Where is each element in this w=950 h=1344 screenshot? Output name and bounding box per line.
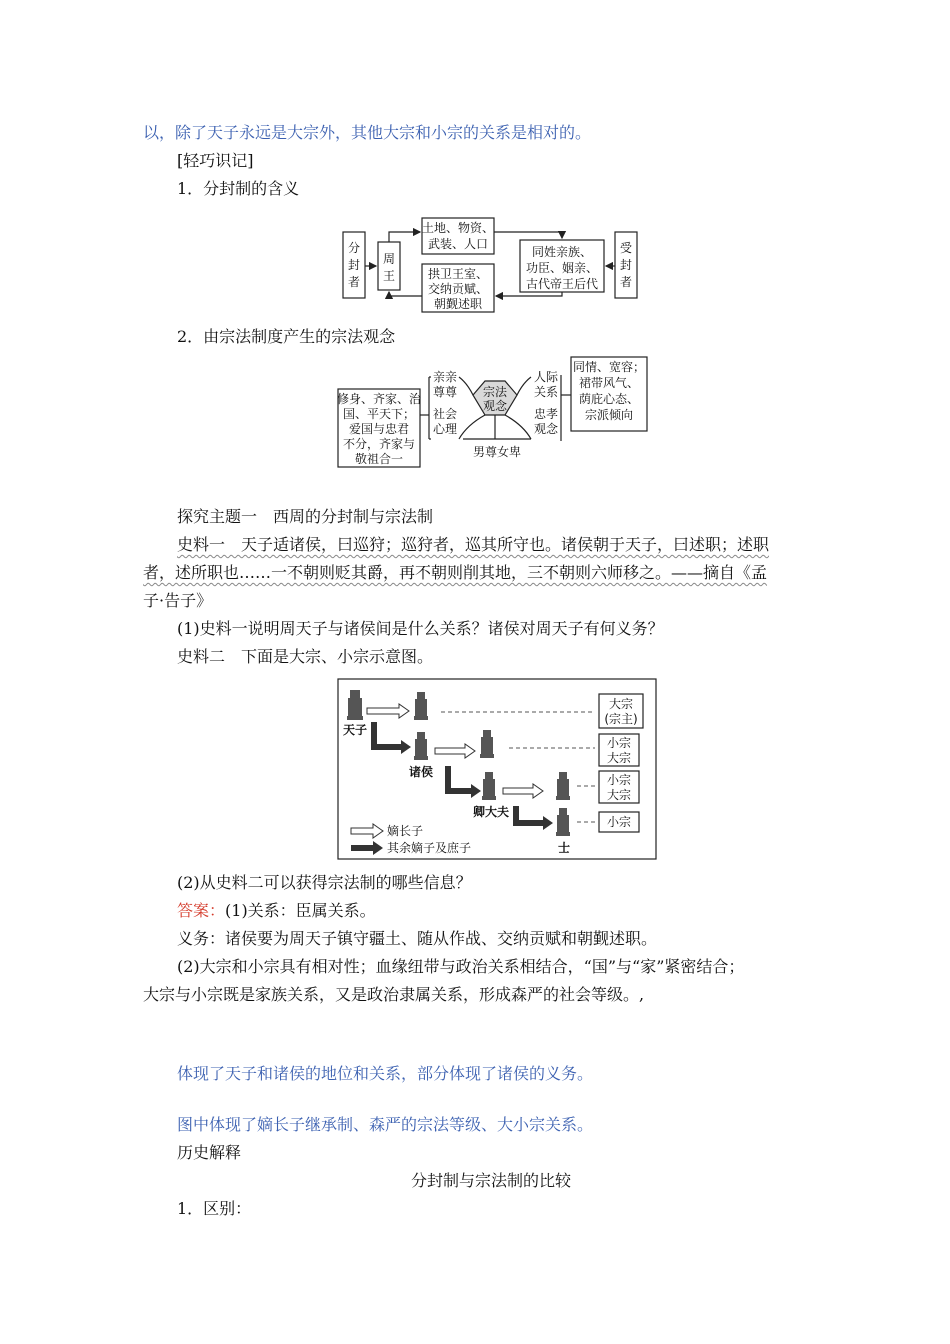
answer3-line2: 大宗与小宗既是家族关系，又是政治隶属关系，形成森严的社会等级。, (143, 985, 645, 1004)
d2-col2-0: 人际 (533, 370, 559, 384)
hint2: 图中体现了嫡长子继承制、森严的宗法等级、大小宗关系。 (177, 1115, 594, 1134)
d1-left-1: 封 (347, 258, 361, 272)
question1: (1)史料一说明周天子与诸侯间是什么关系？诸侯对周天子有何义务？ (177, 619, 664, 638)
answer3-line1: (2)大宗和小宗具有相对性；血缘纽带与政治关系相结合，“国”与“家”紧密结合； (177, 957, 745, 976)
d2-col1-1: 尊尊 (432, 385, 458, 399)
d2-col1-0: 亲亲 (432, 370, 458, 384)
d1-left-0: 分 (347, 241, 361, 255)
d1-receiver-1: 封 (619, 258, 633, 272)
box4-line0: 小宗 (606, 815, 632, 829)
hint1: 体现了天子和诸侯的地位和关系，部分体现了诸侯的义务。 (177, 1064, 594, 1083)
d1-mid-1: 王 (382, 269, 396, 283)
answer2: 义务：诸侯要为周天子镇守疆土、随从作战、交纳贡赋和朝觐述职。 (177, 929, 658, 948)
box1-line0: 大宗 (608, 697, 634, 711)
d1-top-1: 武装、人口 (427, 237, 489, 251)
d2-col2-3: 观念 (533, 422, 559, 436)
memory-tag: [轻巧识记] (177, 151, 254, 170)
source1-line1: 史料一 天子适诸侯，曰巡狩；巡狩者，巡其所守也。诸侯朝于天子，曰述职；述职 (177, 535, 770, 554)
d1-left-2: 者 (347, 275, 361, 289)
answer-line1 (177, 900, 376, 922)
difference-heading: 1．区别： (177, 1199, 252, 1218)
source1-line3: 子·告子》 (143, 591, 213, 610)
answer1: (1)关系：臣属关系。 (225, 901, 376, 920)
box1-line1: (宗主) (604, 712, 638, 726)
d1-top-0: 土地、物资、 (421, 221, 495, 235)
source1-line2: 者，述所职也……一不朝则贬其爵，再不朝则削其地，三不朝则六师移之。——摘自《孟 (143, 563, 768, 582)
legend-others: 其余嫡子及庶子 (387, 841, 472, 855)
label-qingdafu: 卿大夫 (472, 805, 510, 819)
d1-mid-0: 周 (382, 252, 396, 266)
d2-left-0: 修身、齐家、治 (336, 392, 422, 406)
d2-col2-1: 关系 (533, 385, 559, 399)
intro-line: 以，除了天子永远是大宗外，其他大宗和小宗的关系是相对的。 (143, 123, 592, 142)
d1-right-2: 古代帝王后代 (525, 277, 599, 291)
d2-left-1: 国、平天下； (342, 407, 416, 421)
enfeoffment-diagram (340, 210, 640, 320)
label-shi: 士 (557, 841, 571, 855)
d2-left-4: 敬祖合一 (354, 452, 404, 466)
d2-center-1: 观念 (482, 399, 508, 413)
answer-label: 答案： (177, 901, 226, 920)
d2-col1-3: 心理 (432, 422, 458, 436)
box2-line1: 大宗 (606, 751, 632, 765)
d2-col1-2: 社会 (432, 407, 458, 421)
label-tianzi: 天子 (342, 723, 368, 737)
d1-bottom-2: 朝觐述职 (433, 297, 483, 311)
d2-right-2: 荫庇心态、 (578, 392, 640, 406)
source2-line: 史料二 下面是大宗、小宗示意图。 (177, 647, 434, 666)
d1-right-0: 同姓亲族、 (531, 245, 593, 259)
d2-right-1: 裙带风气、 (578, 376, 640, 390)
d1-right-1: 功臣、姻亲、 (525, 261, 599, 275)
item2-heading: 2．由宗法制度产生的宗法观念 (177, 327, 396, 346)
box3-line0: 小宗 (606, 773, 632, 787)
d1-receiver-0: 受 (619, 241, 633, 255)
question2: (2)从史料二可以获得宗法制的哪些信息？ (177, 873, 472, 892)
item1-heading: 1．分封制的含义 (177, 179, 300, 198)
topic-heading: 探究主题一 西周的分封制与宗法制 (177, 507, 434, 526)
d2-col2-2: 忠孝 (533, 407, 559, 421)
box3-line1: 大宗 (606, 788, 632, 802)
d1-bottom-1: 交纳贡赋、 (427, 282, 489, 296)
lineage-diagram (337, 678, 657, 860)
d2-center-0: 宗法 (482, 385, 508, 399)
box2-line0: 小宗 (606, 736, 632, 750)
legend-eldest: 嫡长子 (387, 824, 424, 838)
d1-bottom-0: 拱卫王室、 (427, 267, 489, 281)
d2-bottom: 男尊女卑 (472, 445, 522, 459)
history-explain: 历史解释 (177, 1143, 242, 1162)
d2-right-3: 宗派倾向 (584, 408, 634, 422)
d2-left-2: 爱国与忠君 (348, 422, 410, 436)
d2-left-3: 不分，齐家与 (342, 437, 416, 451)
compare-title: 分封制与宗法制的比较 (411, 1171, 572, 1190)
d1-receiver-2: 者 (619, 275, 633, 289)
label-zhuhou: 诸侯 (408, 765, 434, 779)
d2-right-0: 同情、宽容； (572, 360, 646, 374)
clan-concept-diagram (335, 355, 665, 475)
